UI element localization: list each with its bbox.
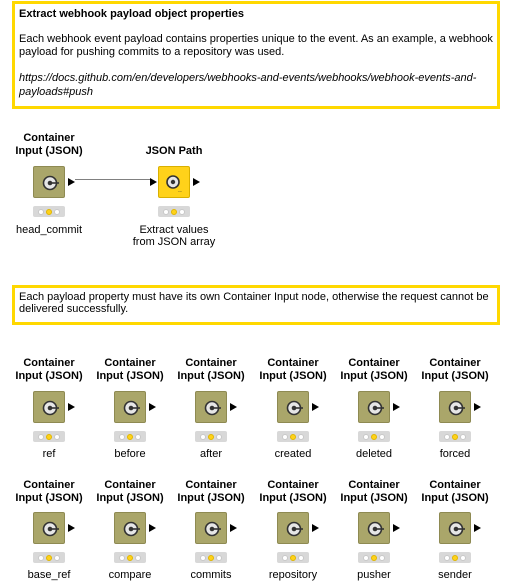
output-port[interactable] <box>193 178 200 186</box>
node-status-traffic-light <box>158 206 190 217</box>
json-path-icon[interactable] <box>158 166 190 198</box>
node-label[interactable]: before <box>114 448 146 460</box>
container-input-icon[interactable] <box>33 166 65 198</box>
node-title: Container Input (JSON) <box>259 357 327 382</box>
node-status-traffic-light <box>439 552 471 563</box>
container-input-icon[interactable] <box>114 391 146 423</box>
container-input-icon[interactable] <box>33 512 65 544</box>
output-port[interactable] <box>474 403 481 411</box>
node-label[interactable]: after <box>199 448 222 460</box>
container-input-icon[interactable] <box>277 512 309 544</box>
node-label[interactable]: forced <box>439 448 471 460</box>
container-input-icon[interactable] <box>439 512 471 544</box>
node-status-traffic-light <box>277 431 309 442</box>
container-input-icon[interactable] <box>33 391 65 423</box>
annotation-text: Each payload property must have its own Container Input node, otherwise the request cannot be delivered successfully. <box>19 291 489 315</box>
node-title: Container Input (JSON) <box>96 357 164 382</box>
node-label[interactable]: ref <box>42 448 56 460</box>
output-port[interactable] <box>312 403 319 411</box>
output-port[interactable] <box>393 403 400 411</box>
node-status-traffic-light <box>33 431 65 442</box>
output-port[interactable] <box>474 524 481 532</box>
node-status-traffic-light <box>195 431 227 442</box>
annotation-text: Each webhook event payload contains properties unique to the event. As an example, a webhook payload for pushing commits to a repository was used. <box>19 33 493 58</box>
annotation-extract-properties[interactable] <box>12 1 500 109</box>
node-title: Container Input (JSON) <box>15 479 83 504</box>
node-status-traffic-light <box>33 206 65 217</box>
annotation-title: Extract webhook payload object properties <box>19 8 244 20</box>
node-status-traffic-light <box>358 431 390 442</box>
documentation-link[interactable]: https://docs.github.com/en/developers/webhooks-and-events/webhooks/webhook-events-and-payloads#push <box>19 72 477 98</box>
node-title: Container Input (JSON) <box>421 479 489 504</box>
node-label[interactable]: created <box>274 448 312 460</box>
node-label[interactable]: sender <box>438 569 472 581</box>
output-port[interactable] <box>393 524 400 532</box>
container-input-icon[interactable] <box>114 512 146 544</box>
node-label[interactable]: repository <box>268 569 318 581</box>
node-status-traffic-light <box>195 552 227 563</box>
node-title: Container Input (JSON) <box>15 357 83 382</box>
node-status-traffic-light <box>114 552 146 563</box>
node-status-traffic-light <box>114 431 146 442</box>
node-status-traffic-light <box>439 431 471 442</box>
node-label[interactable]: base_ref <box>27 569 71 581</box>
output-port[interactable] <box>149 403 156 411</box>
output-port[interactable] <box>68 403 75 411</box>
node-label[interactable]: compare <box>108 569 152 581</box>
node-status-traffic-light <box>33 552 65 563</box>
input-port[interactable] <box>150 178 157 186</box>
node-title: Container Input (JSON) <box>421 357 489 382</box>
container-input-icon[interactable] <box>358 391 390 423</box>
container-input-icon[interactable] <box>358 512 390 544</box>
container-input-icon[interactable] <box>439 391 471 423</box>
container-input-icon[interactable] <box>195 391 227 423</box>
output-port[interactable] <box>230 403 237 411</box>
node-title: Container Input (JSON) <box>259 479 327 504</box>
node-title: Container Input (JSON) <box>177 357 245 382</box>
node-title: Container Input (JSON) <box>15 132 83 157</box>
output-port[interactable] <box>68 178 75 186</box>
node-title: Container Input (JSON) <box>96 479 164 504</box>
node-label[interactable]: commits <box>190 569 232 581</box>
node-title: Container Input (JSON) <box>340 479 408 504</box>
output-port[interactable] <box>230 524 237 532</box>
annotation-container-input-note[interactable] <box>12 285 500 325</box>
node-label[interactable]: Extract values from JSON array <box>132 224 216 248</box>
node-label[interactable]: deleted <box>355 448 393 460</box>
output-port[interactable] <box>149 524 156 532</box>
node-label[interactable]: pusher <box>357 569 391 581</box>
container-input-icon[interactable] <box>195 512 227 544</box>
node-status-traffic-light <box>277 552 309 563</box>
node-title: Container Input (JSON) <box>177 479 245 504</box>
svg-text:..: .. <box>178 187 182 194</box>
node-label[interactable]: head_commit <box>15 224 83 236</box>
node-status-traffic-light <box>358 552 390 563</box>
node-title: Container Input (JSON) <box>340 357 408 382</box>
connection-line[interactable] <box>75 179 150 180</box>
node-title: JSON Path <box>145 145 203 157</box>
output-port[interactable] <box>312 524 319 532</box>
container-input-icon[interactable] <box>277 391 309 423</box>
output-port[interactable] <box>68 524 75 532</box>
